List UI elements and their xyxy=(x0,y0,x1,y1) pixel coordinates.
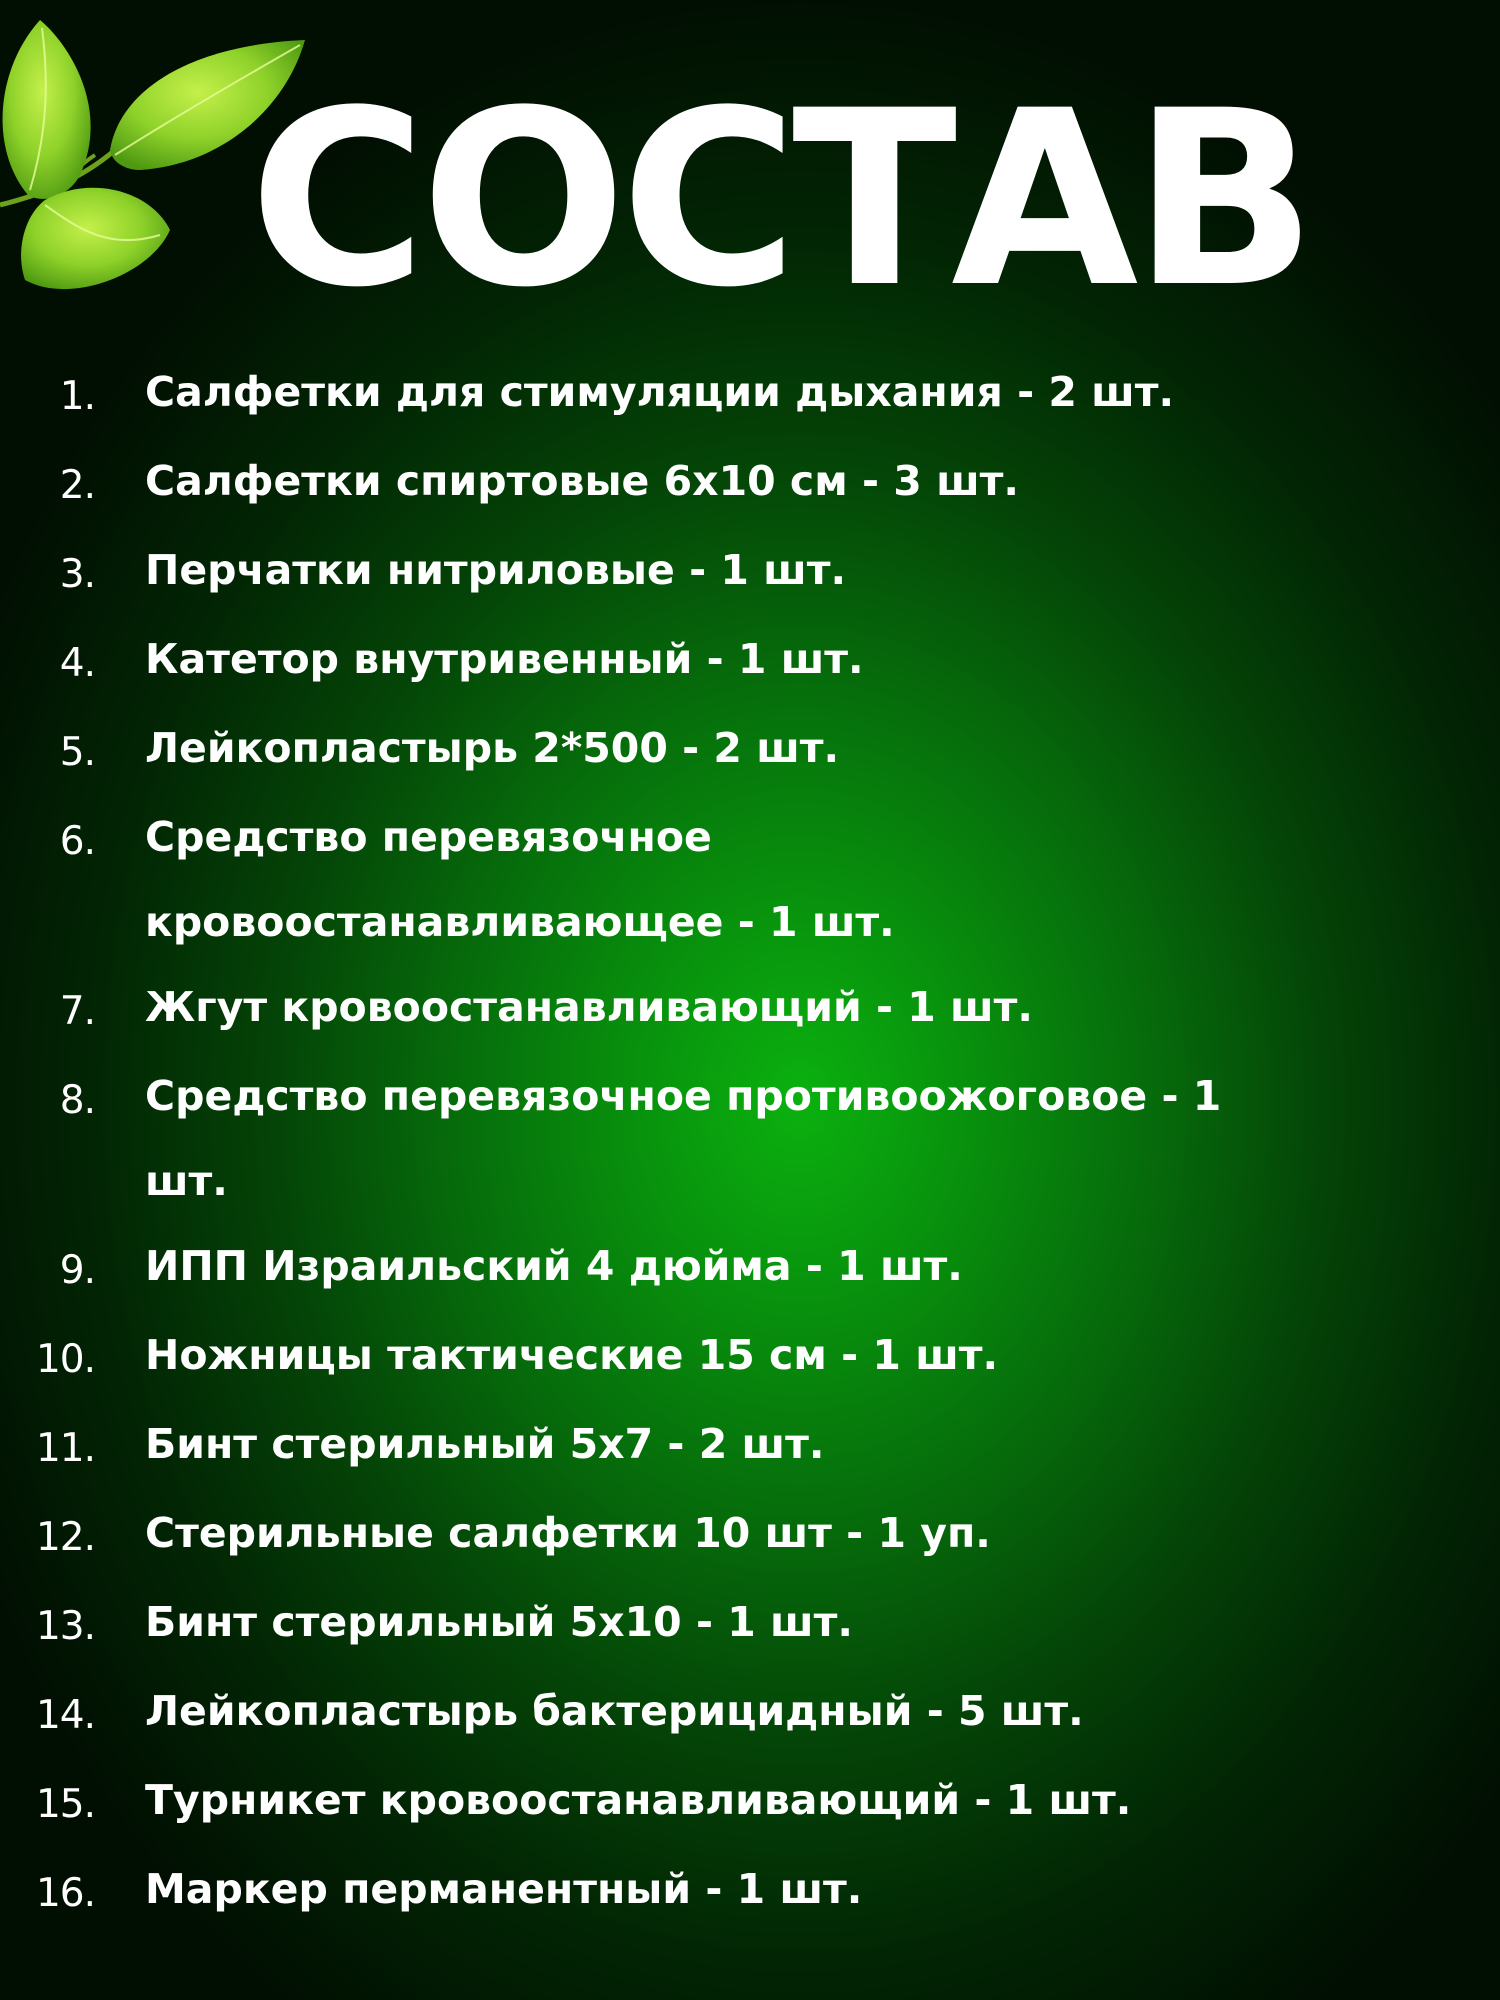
item-number: 7. xyxy=(59,989,95,1034)
item-number: 8. xyxy=(59,1078,95,1123)
item-text: Бинт стерильный 5х10 - 1 шт. xyxy=(145,1598,853,1646)
item-number: 5. xyxy=(59,730,95,775)
item-number: 11. xyxy=(35,1426,95,1471)
item-text: Перчатки нитриловые - 1 шт. xyxy=(145,546,847,594)
item-number: 9. xyxy=(59,1248,95,1293)
item-number: 12. xyxy=(35,1515,95,1560)
list-item xyxy=(0,439,1500,528)
item-text: Жгут кровоостанавливающий - 1 шт. xyxy=(145,983,1033,1031)
list-item xyxy=(0,1847,1500,1936)
item-text: Средство перевязочное кровоостанавливающее - 1 шт. xyxy=(145,813,895,946)
item-number: 15. xyxy=(35,1782,95,1827)
list-item xyxy=(0,965,1500,1054)
list-item xyxy=(0,528,1500,617)
list-item xyxy=(0,1758,1500,1847)
item-number: 16. xyxy=(35,1871,95,1916)
list-item xyxy=(0,706,1500,795)
item-text: Средство перевязочное противоожоговое - 1 шт. xyxy=(145,1072,1222,1205)
page-title: СОСТАВ xyxy=(249,59,1311,341)
item-text: Лейкопластырь 2*500 - 2 шт. xyxy=(145,724,840,772)
item-number: 14. xyxy=(35,1693,95,1738)
list-item xyxy=(0,1313,1500,1402)
list-item xyxy=(0,1669,1500,1758)
item-text: Лейкопластырь бактерицидный - 5 шт. xyxy=(145,1687,1084,1735)
list-item xyxy=(0,1580,1500,1669)
contents-list xyxy=(0,350,1500,1936)
item-text: Турникет кровоостанавливающий - 1 шт. xyxy=(145,1776,1132,1824)
item-number: 13. xyxy=(35,1604,95,1649)
list-item xyxy=(0,1402,1500,1491)
list-item xyxy=(0,350,1500,439)
item-text: Ножницы тактические 15 см - 1 шт. xyxy=(145,1331,999,1379)
item-text: Салфетки для стимуляции дыхания - 2 шт. xyxy=(145,368,1175,416)
item-text: Маркер перманентный - 1 шт. xyxy=(145,1865,863,1913)
item-number: 4. xyxy=(59,641,95,686)
list-item xyxy=(0,795,1500,965)
item-text: Бинт стерильный 5х7 - 2 шт. xyxy=(145,1420,825,1468)
item-text: Салфетки спиртовые 6х10 см - 3 шт. xyxy=(145,457,1019,505)
item-number: 6. xyxy=(59,819,95,864)
item-text: Стерильные салфетки 10 шт - 1 уп. xyxy=(145,1509,991,1557)
item-number: 2. xyxy=(59,463,95,508)
list-item xyxy=(0,617,1500,706)
item-number: 10. xyxy=(35,1337,95,1382)
list-item xyxy=(0,1054,1500,1224)
item-text: Катетор внутривенный - 1 шт. xyxy=(145,635,864,683)
item-text: ИПП Израильский 4 дюйма - 1 шт. xyxy=(145,1242,963,1290)
item-number: 3. xyxy=(59,552,95,597)
item-number: 1. xyxy=(59,374,95,419)
list-item xyxy=(0,1224,1500,1313)
list-item xyxy=(0,1491,1500,1580)
